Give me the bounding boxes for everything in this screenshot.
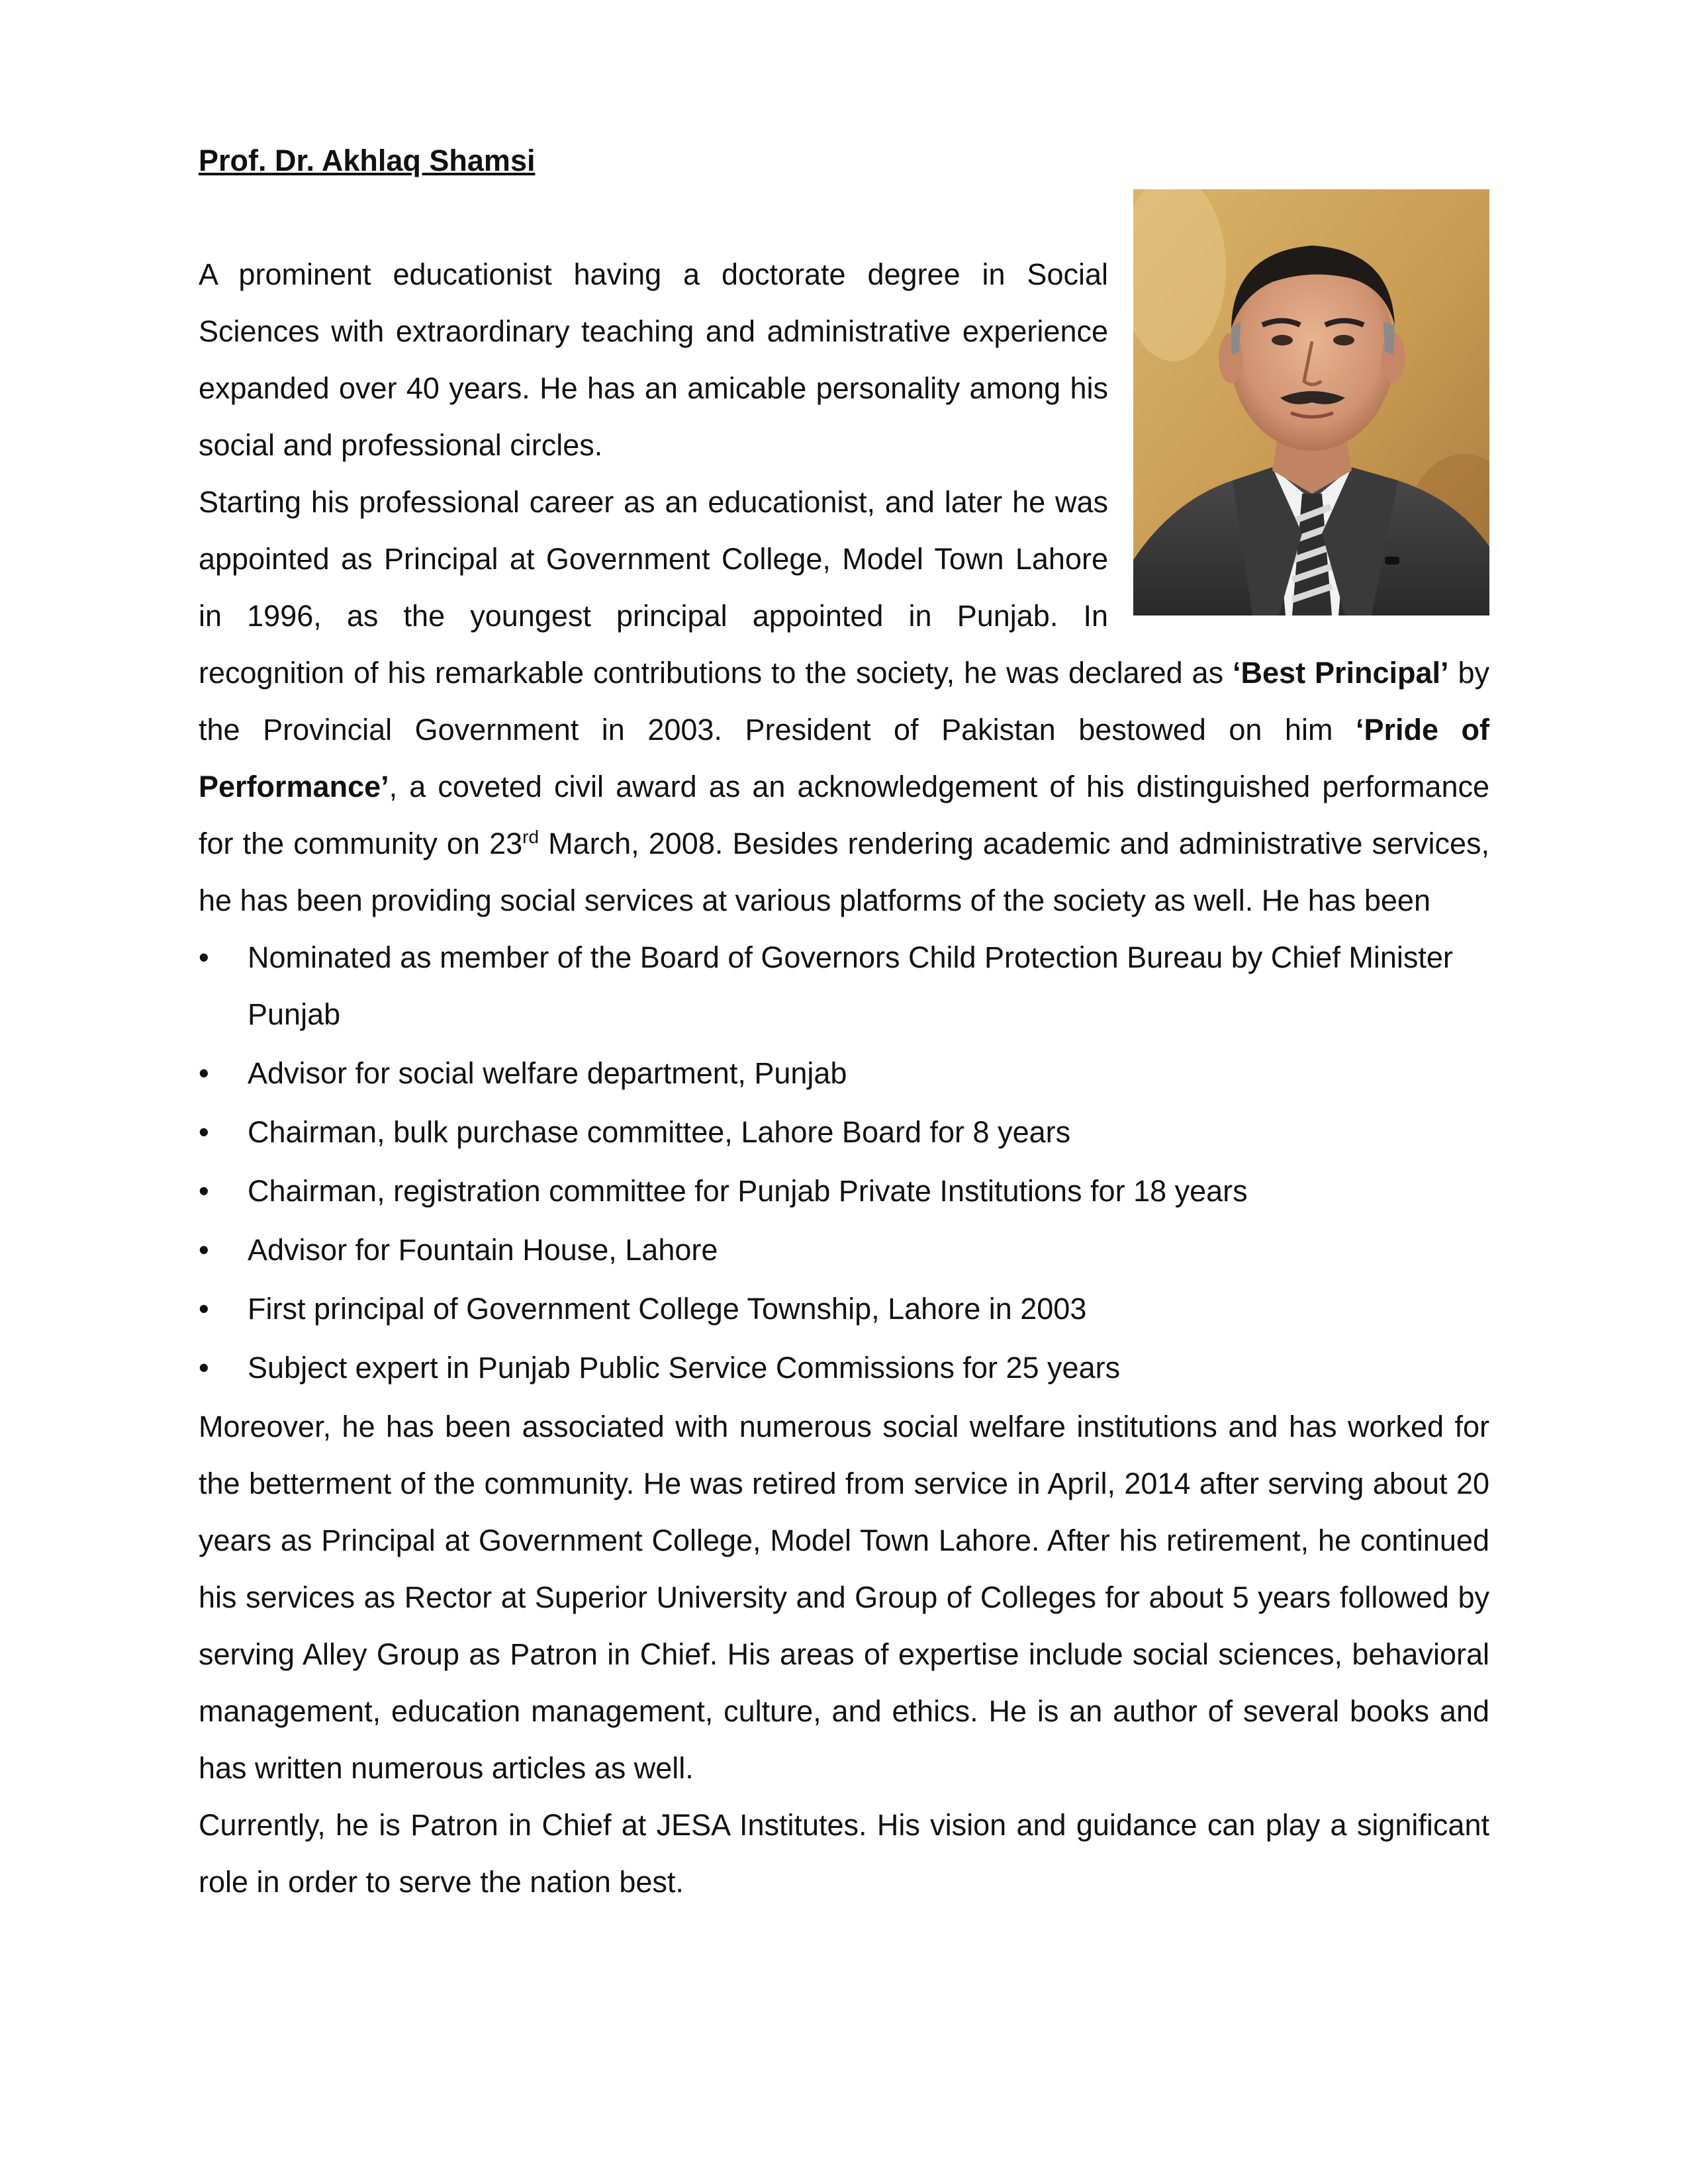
list-item-text: Advisor for Fountain House, Lahore [248,1233,718,1267]
list-item [199,929,1489,1043]
career-text-2: by the Provincial Government in 2003. President of Pakistan bestowed on him [199,656,1489,747]
ordinal-suffix: rd [522,827,539,847]
list-item [199,1163,1489,1220]
list-item-text: Subject expert in Punjab Public Service Commissions for 25 years [248,1351,1121,1385]
list-item-text: Nominated as member of the Board of Governors Child Protection Bureau by Chief Minister Punjab [248,940,1453,1031]
bullet-icon: • [199,1174,209,1208]
list-item-text: First principal of Government College Township, Lahore in 2003 [248,1292,1087,1326]
document-page [199,132,1489,1911]
list-item [199,1222,1489,1279]
intro-paragraph: A prominent educationist having a doctorate degree in Social Sciences with extraordinary teaching and administrative experience expanded over 40 years. He has an amicable personality among his social and professional circles. [199,257,1108,462]
pride-of-performance-award: ‘Pride of Performance’ [199,713,1489,803]
list-item-text: Chairman, bulk purchase committee, Lahore Board for 8 years [248,1115,1071,1149]
best-principal-award: ‘Best Principal’ [1233,656,1449,690]
list-item-text: Chairman, registration committee for Punjab Private Institutions for 18 years [248,1174,1248,1208]
portrait-image [1133,189,1489,615]
career-text-3: , a coveted civil award as an acknowledgement of his distinguished performance for the community on 23 [199,770,1489,860]
list-item [199,1281,1489,1338]
bullet-icon: • [199,1115,209,1149]
list-item-text: Advisor for social welfare department, Punjab [248,1056,847,1090]
career-text-1: Starting his professional career as an educationist, and later he was appointed as Principal at Government College, Model Town Lahore in 1996, as the youngest principal appointed in Punjab. In recognition of his remarkable contributions to the society, he was declared as [199,485,1233,690]
bullet-icon: • [199,1233,209,1267]
career-text-4: March, 2008. Besides rendering academic and administrative services, he has been providing social services at various platforms of the society as well. He has been [199,827,1489,917]
page-title: Prof. Dr. Akhlaq Shamsi [199,144,536,177]
bullet-icon: • [199,940,209,974]
bullet-icon: • [199,1351,209,1385]
roles-list [199,929,1489,1396]
portrait-photo [1133,189,1489,615]
bullet-icon: • [199,1056,209,1090]
moreover-paragraph: Moreover, he has been associated with numerous social welfare institutions and has worked for the betterment of the community. He was retired from service in April, 2014 after serving about 20 years as Principal at Government College, Model Town Lahore. After his retirement, he continued his services as Rector at Superior University and Group of Colleges for about 5 years followed by serving Alley Group as Patron in Chief. His areas of expertise include social sciences, behavioral management, education management, culture, and ethics. He is an author of several books and has written numerous articles as well. [199,1410,1489,1785]
list-item [199,1104,1489,1161]
list-item [199,1045,1489,1102]
bullet-icon: • [199,1292,209,1326]
list-item [199,1340,1489,1396]
current-role-paragraph: Currently, he is Patron in Chief at JESA Institutes. His vision and guidance can play a significant role in order to serve the nation best. [199,1808,1489,1899]
